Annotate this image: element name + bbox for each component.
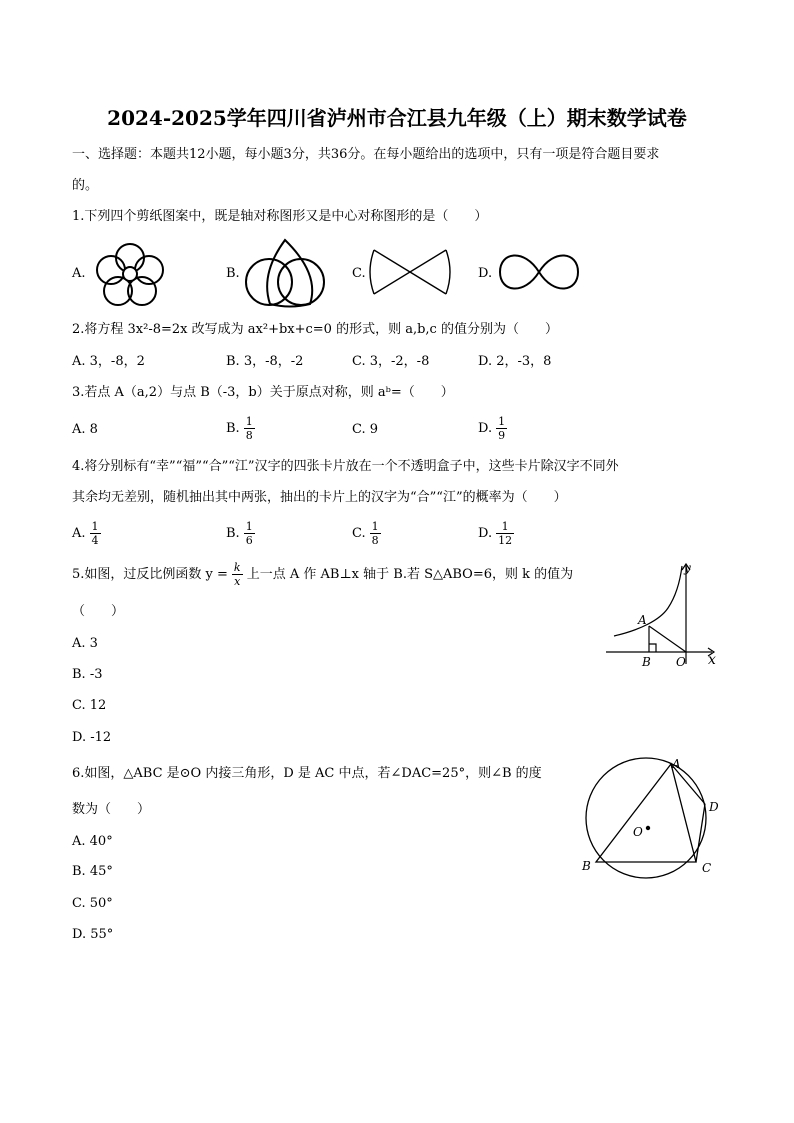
q4-stem: 4.将分别标有“幸”“福”“合”“江”汉字的四张卡片放在一个不透明盒子中，这些卡片除汉字不同外 (72, 459, 619, 474)
q4-option-b (226, 517, 255, 551)
q5-stem-post: 上一点 A 作 AB⊥x 轴于 B.若 S△ABO=6，则 k 的值为 (246, 567, 574, 582)
numerator: 1 (498, 415, 506, 428)
denominator: 4 (91, 534, 99, 547)
q4-option-b-label: B. (226, 526, 240, 541)
q6-option-d: D. 55° (72, 927, 114, 942)
point-o-label: O (676, 655, 686, 669)
q1-option-d-label: D. (478, 266, 493, 281)
q1-option-c-label: C. (352, 266, 366, 281)
page-title: 2024-2025学年四川省泸州市合江县九年级（上）期末数学试卷 (107, 106, 687, 130)
q2-option-d: D. 2，-3，8 (478, 354, 552, 369)
point-b-label: B (582, 859, 591, 873)
section-heading: 一、选择题：本题共12小题，每小题3分，共36分。在每小题给出的选项中，只有一项是符合题目要求 (72, 147, 660, 162)
q6-stem: 6.如图，△ABC 是⊙O 内接三角形，D 是 AC 中点，若∠DAC=25°，则∠B 的度 (72, 766, 542, 781)
q1-option-b-label: B. (226, 266, 240, 281)
q5-fraction (232, 561, 243, 588)
denominator: 6 (245, 534, 253, 547)
q4-option-a-label: A. (72, 526, 86, 541)
q4-option-d-label: D. (478, 526, 493, 541)
numerator: 1 (245, 520, 253, 533)
q4-option-c-fraction (370, 520, 381, 547)
point-c-label: C (702, 861, 712, 875)
q5-paren: （ ） (72, 604, 125, 619)
q2-option-c: C. 3，-2，-8 (352, 354, 430, 369)
circle-o (586, 758, 706, 878)
triquetra-figure (240, 234, 330, 310)
q6-option-c: C. 50° (72, 896, 113, 911)
q6-stem-cont: 数为（ ） (72, 802, 151, 817)
q3-option-c: C. 9 (352, 422, 379, 437)
point-a-label: A (638, 613, 647, 627)
point-o-label: O (633, 825, 643, 839)
segment-ao (649, 626, 686, 652)
q4-option-d (478, 517, 514, 551)
q5-option-b: B. -3 (72, 667, 103, 682)
denominator: x (234, 575, 241, 588)
q6-option-a: A. 40° (72, 834, 113, 849)
q2-option-a: A. 3，-8，2 (72, 354, 145, 369)
q4-option-c-label: C. (352, 526, 366, 541)
q2-stem: 2.将方程 3x²-8=2x 改写成为 ax²+bx+c=0 的形式，则 a,b,c 的值分别为（ ） (72, 322, 558, 337)
infinity-figure (494, 248, 584, 296)
q5-hyperbola-figure (600, 560, 725, 672)
denominator: 12 (498, 534, 513, 547)
q3-option-b (226, 412, 255, 446)
q4-option-a-fraction (90, 520, 101, 547)
triangle-abc (596, 764, 696, 862)
numerator: 1 (496, 520, 514, 534)
q3-option-d-label: D. (478, 421, 493, 436)
right-angle-mark (649, 644, 656, 652)
q5-option-a: A. 3 (72, 636, 98, 651)
q4-option-d-fraction (496, 520, 514, 547)
q4-stem-cont: 其余均无差别，随机抽出其中两张，抽出的卡片上的汉字为“合”“江”的概率为（ ） (72, 490, 567, 505)
bowtie-figure (366, 244, 456, 300)
denominator: 8 (371, 534, 379, 547)
q1-stem: 1.下列四个剪纸图案中，既是轴对称图形又是中心对称图形的是（ ） (72, 209, 488, 224)
numerator: 1 (245, 415, 253, 428)
q3-option-a: A. 8 (72, 422, 98, 437)
q3-option-b-fraction (244, 415, 255, 442)
numerator: 1 (371, 520, 379, 533)
point-b-label: B (642, 655, 651, 669)
numerator: 1 (91, 520, 99, 533)
q5-option-c: C. 12 (72, 698, 107, 713)
q6-circle-figure (578, 752, 728, 882)
q3-stem: 3.若点 A（a,2）与点 B（-3，b）关于原点对称，则 aᵇ=（ ） (72, 385, 454, 400)
q2-option-b: B. 3，-8，-2 (226, 354, 304, 369)
q3-option-d-fraction (496, 415, 507, 442)
flower-figure (90, 238, 170, 308)
point-d-label: D (709, 800, 719, 814)
q3-option-b-label: B. (226, 421, 240, 436)
q5-stem-pre: 5.如图，过反比例函数 y = (72, 567, 228, 582)
numerator: k (233, 561, 241, 574)
q3-option-d (478, 412, 507, 446)
hyperbola-curve (614, 566, 682, 636)
section-heading-cont: 的。 (72, 178, 99, 193)
point-a-label: A (672, 757, 681, 771)
q5-stem (72, 558, 573, 592)
center-point (646, 826, 650, 830)
denominator: 9 (498, 429, 506, 442)
q4-option-b-fraction (244, 520, 255, 547)
q4-option-c (352, 517, 381, 551)
q1-option-a-label: A. (72, 266, 86, 281)
q5-option-d: D. -12 (72, 730, 112, 745)
q4-option-a (72, 517, 101, 551)
x-axis-label: x (708, 652, 716, 668)
q6-option-b: B. 45° (72, 864, 113, 879)
y-axis-label: y (684, 561, 691, 575)
denominator: 8 (245, 429, 253, 442)
